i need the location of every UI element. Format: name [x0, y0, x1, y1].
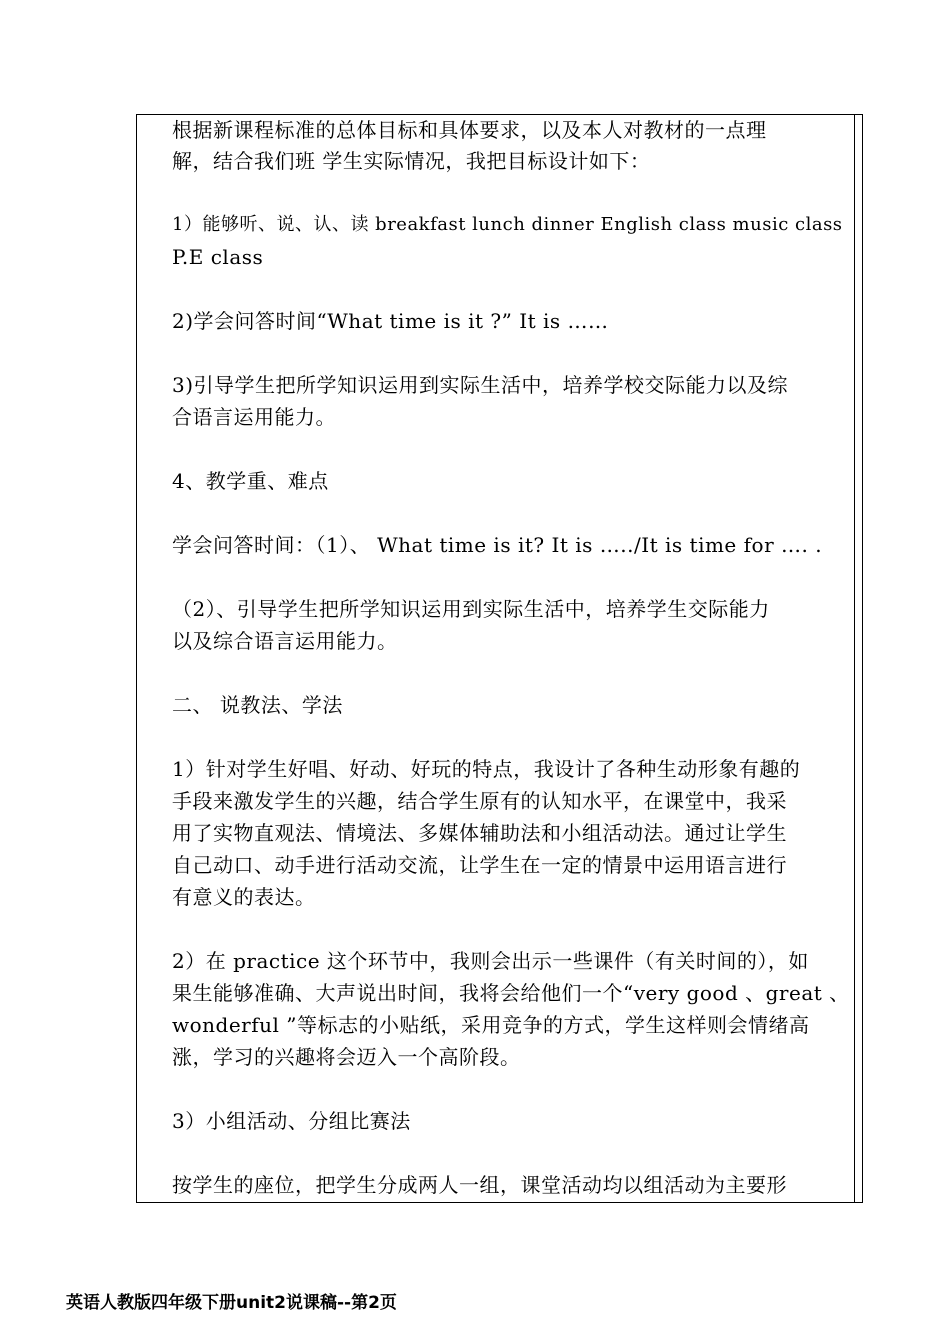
- text-line: 手段来激发学生的兴趣，结合学生原有的认知水平，在课堂中，我采: [172, 789, 787, 813]
- text-line: 按学生的座位，把学生分成两人一组，课堂活动均以组活动为主要形: [172, 1173, 787, 1197]
- section-heading: 4、教学重、难点: [172, 469, 329, 493]
- text-line: 涨，学习的兴趣将会迈入一个高阶段。: [172, 1045, 521, 1069]
- text-line: 1）针对学生好唱、好动、好玩的特点，我设计了各种生动形象有趣的: [172, 757, 801, 781]
- table-inner-right-border: [854, 114, 855, 1203]
- text-line: P.E class: [172, 245, 264, 269]
- text-line: 3)引导学生把所学知识运用到实际生活中，培养学校交际能力以及综: [172, 373, 789, 397]
- table-outer-right-border: [862, 114, 863, 1203]
- text-line: 自己动口、动手进行活动交流，让学生在一定的情景中运用语言进行: [172, 853, 787, 877]
- text-line: 以及综合语言运用能力。: [172, 629, 398, 653]
- text-line: wonderful ”等标志的小贴纸，采用竞争的方式，学生这样则会情绪高: [172, 1013, 810, 1037]
- section-heading: 二、 说教法、学法: [172, 693, 343, 717]
- text-line: 用了实物直观法、情境法、多媒体辅助法和小组活动法。通过让学生: [172, 821, 787, 845]
- text-line: 有意义的表达。: [172, 885, 316, 909]
- text-line: 2）在 practice 这个环节中，我则会出示一些课件（有关时间的），如: [172, 949, 809, 973]
- text-line: 2)学会问答时间“What time is it ?” It is ……: [172, 309, 609, 333]
- text-line: 解，结合我们班 学生实际情况，我把目标设计如下：: [172, 149, 651, 173]
- text-line: 1）能够听、说、认、读 breakfast lunch dinner English class music class: [172, 214, 843, 235]
- text-line: 学会问答时间：（1）、 What time is it? It is …../It is time for …. .: [172, 533, 823, 557]
- text-line: 合语言运用能力。: [172, 405, 336, 429]
- text-line: 果生能够准确、大声说出时间，我将会给他们一个“very good 、great 、: [172, 981, 850, 1005]
- text-line: （2）、引导学生把所学知识运用到实际生活中，培养学生交际能力: [172, 597, 770, 621]
- section-heading: 3）小组活动、分组比赛法: [172, 1109, 411, 1133]
- page-footer: 英语人教版四年级下册unit2说课稿--第2页: [66, 1293, 397, 1313]
- text-line: 根据新课程标准的总体目标和具体要求，以及本人对教材的一点理: [172, 118, 767, 142]
- document-body: [172, 114, 854, 1203]
